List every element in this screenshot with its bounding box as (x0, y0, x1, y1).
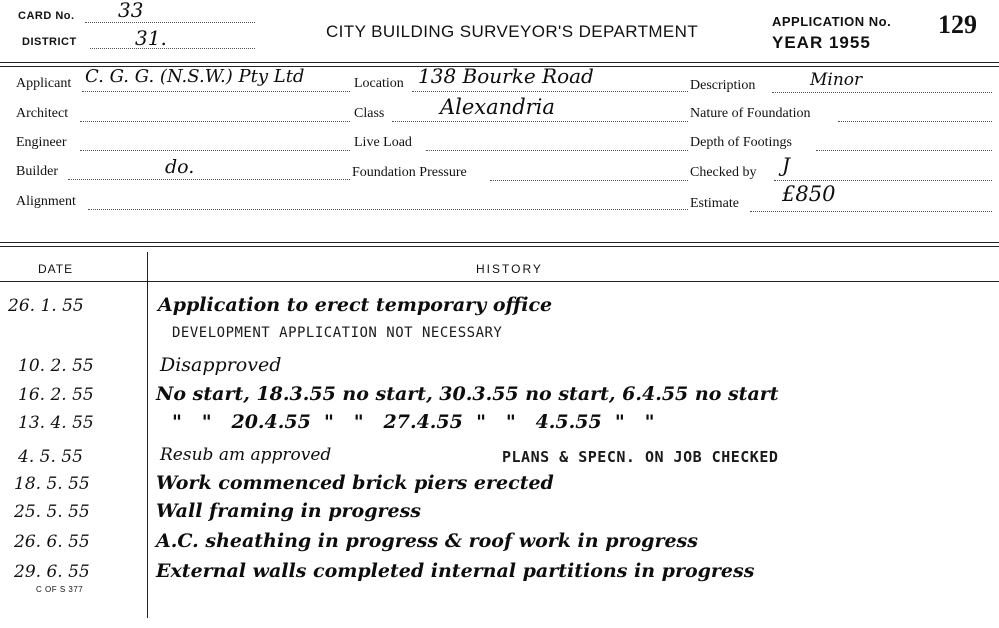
nature-of-foundation-line (838, 121, 992, 122)
history-text-5: Resub am approved (160, 445, 332, 465)
history-text-2: Disapproved (160, 354, 282, 376)
history-date-6: 18. 5. 55 (14, 474, 90, 494)
location-line (412, 91, 688, 92)
description-label: Description (690, 78, 756, 93)
live-load-line (426, 150, 688, 151)
builder-label: Builder (16, 164, 58, 179)
estimate-label: Estimate (690, 196, 739, 211)
checked-by-label: Checked by (690, 165, 757, 180)
application-number-label: APPLICATION No. (772, 14, 892, 29)
history-date-1: 26. 1. 55 (8, 296, 84, 316)
card-number-label: CARD No. (18, 10, 75, 22)
history-text-6: Work commenced brick piers erected (156, 472, 554, 494)
class-line (392, 121, 688, 122)
checked-by-value: J (782, 153, 791, 177)
application-number: 129 (938, 10, 977, 39)
description-line (772, 92, 992, 93)
foundation-pressure-label: Foundation Pressure (352, 165, 467, 180)
engineer-label: Engineer (16, 135, 67, 150)
description-value: Minor (810, 70, 863, 90)
district-line (90, 48, 255, 49)
card-number-line (85, 22, 255, 23)
depth-of-footings-line (816, 150, 992, 151)
history-date-2: 10. 2. 55 (18, 356, 94, 376)
history-text-4: " " 20.4.55 " " 27.4.55 " " 4.5.55 " " (172, 411, 655, 433)
class-value: Alexandria (440, 95, 555, 119)
live-load-label: Live Load (354, 135, 412, 150)
class-label: Class (354, 106, 385, 121)
depth-of-footings-label: Depth of Footings (690, 135, 792, 150)
location-value: 138 Bourke Road (418, 64, 594, 88)
builder-value: do. (165, 156, 195, 178)
history-text-9: External walls completed internal partitions in progress (156, 560, 755, 582)
applicant-line (82, 91, 350, 92)
foundation-pressure-line (490, 180, 688, 181)
header-rule-top (0, 62, 999, 63)
history-date-5: 4. 5. 55 (18, 447, 83, 467)
history-date-8: 26. 6. 55 (14, 532, 90, 552)
history-column-header: HISTORY (476, 262, 543, 276)
history-typed-development: DEVELOPMENT APPLICATION NOT NECESSARY (172, 325, 503, 341)
date-column-header: DATE (38, 262, 74, 276)
date-column-divider (147, 252, 148, 618)
history-date-7: 25. 5. 55 (14, 502, 90, 522)
history-text-1: Application to erect temporary office (158, 294, 553, 316)
location-label: Location (354, 76, 404, 91)
alignment-label: Alignment (16, 194, 76, 209)
estimate-line (750, 211, 992, 212)
applicant-value: C. G. G. (N.S.W.) Pty Ltd (85, 66, 305, 87)
applicant-label: Applicant (16, 76, 72, 91)
typed-plans-note: PLANS & SPECN. ON JOB CHECKED (502, 448, 779, 466)
year-label: YEAR 1955 (772, 33, 871, 52)
nature-of-foundation-label: Nature of Foundation (690, 106, 811, 121)
history-text-3: No start, 18.3.55 no start, 30.3.55 no start, 6.4.55 no start (156, 383, 779, 405)
history-text-8: A.C. sheathing in progress & roof work in progress (156, 530, 698, 552)
card-number-value: 33 (118, 0, 144, 22)
architect-line (80, 121, 350, 122)
department-title: CITY BUILDING SURVEYOR'S DEPARTMENT (326, 22, 699, 41)
engineer-line (80, 150, 350, 151)
district-value: 31. (135, 26, 167, 50)
estimate-value: £850 (782, 182, 836, 206)
builder-line (68, 179, 350, 180)
history-date-4: 13. 4. 55 (18, 413, 94, 433)
checked-by-line (774, 180, 992, 181)
history-rule-top (0, 242, 999, 243)
history-header-rule (0, 281, 999, 282)
history-text-7: Wall framing in progress (156, 500, 421, 522)
history-date-3: 16. 2. 55 (18, 385, 94, 405)
form-code: C OF S 377 (36, 585, 84, 594)
history-rule-bottom (0, 246, 999, 247)
district-label: DISTRICT (22, 36, 77, 48)
history-date-9: 29. 6. 55 (14, 562, 90, 582)
architect-label: Architect (16, 106, 69, 121)
alignment-line (88, 209, 688, 210)
